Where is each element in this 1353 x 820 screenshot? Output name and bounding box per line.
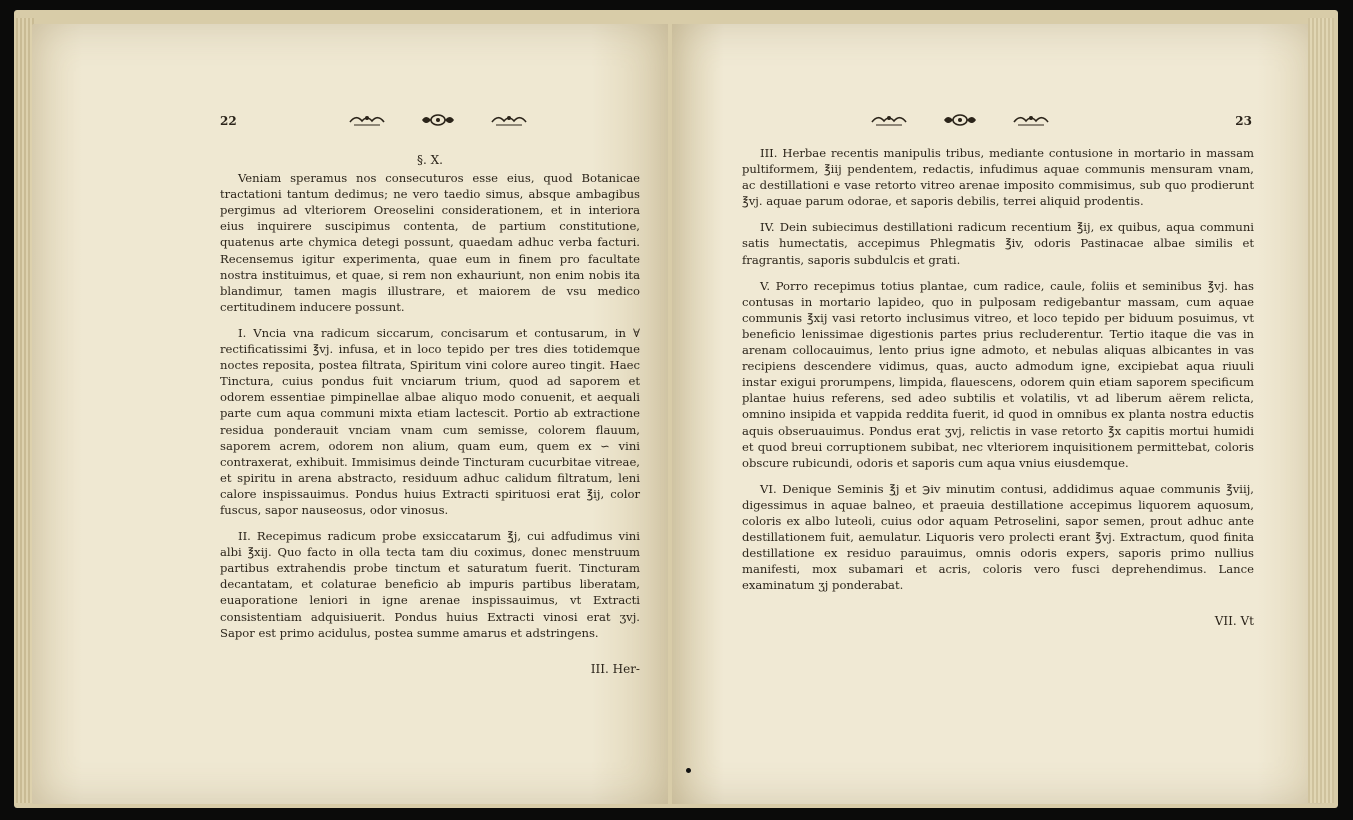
left-page [32, 24, 668, 804]
scan-speck [686, 768, 691, 773]
rosette-ornament-icon [942, 112, 978, 128]
book-spread [14, 10, 1338, 808]
section-heading: §. X. [417, 153, 443, 167]
paragraph: V. Porro recepimus totius plantae, cum radice, caule, foliis et seminibus ℥vj. has contusas in mortario lapideo, quo in pulposam redigebantur massam, cum aquae communis ℥xij vasi retorto inclusimus vitreo, et loco tepido per biduum posuimus, vt beneficio lenissimae digestionis partes prius recluderentur. Tertio itaque die vas in arenam collocauimus, lento prius igne admoto, et nebulas aliquas albicantes in vas recipiens descendere vidimus, quas, aucto admodum igne, excipiebat aqua riuuli instar exigui prorumpens, limpida, flauescens, odorem quin etiam saporem specificum plantae huius referens, sed adeo subtilis et volatilis, vt ad liberum aërem relicta, omnino insipida et vappida reddita fuerit, id quod in omnibus ex planta nostra eductis aquis obseruauimus. Pondus erat ʒvj, relictis in vase retorto ℥x capitis mortui humidi et quod breui corruptionem subibat, nec vlteriorem inquisitionem permittebat, coloris obscure rubicundi, odoris et saporis cum aqua vnius eiusdemque. [742, 278, 1254, 470]
catchword: VII. Vt [1214, 614, 1254, 629]
right-page-text [742, 145, 1254, 630]
floral-ornament-icon [348, 112, 386, 128]
page-number: 23 [1235, 114, 1252, 128]
header-ornaments [870, 112, 1050, 128]
paragraph: IV. Dein subiecimus destillationi radicum recentium ℥ij, ex quibus, aqua communi satis humectatis, accepimus Phlegmatis ℥iv, odoris Pastinacae albae similis et fragrantis, saporis subdulcis et grati. [742, 220, 1254, 267]
rosette-ornament-icon [420, 112, 456, 128]
paragraph: Veniam speramus nos consecuturos esse eius, quod Botanicae tractationi tantum dedimus; ne vero taedio simus, absque ambagibus pergimus ad vlteriorem Oreoselini considerationem, et in interiora eius inquirere suscipimus contenta, de partium constitutione, quatenus arte chymica detegi possunt, quaedam adhuc verba facturi. Recensemus igitur experimenta, quae eum in finem pro facultate nostra instituimus, et quae, si rem non exhauriunt, non enim nobis ita blandimur, tamen magis illustrare, et maiorem de vsu medico certitudinem inducere possunt. [220, 171, 640, 314]
paragraph: III. Herbae recentis manipulis tribus, mediante contusione in mortario in massam pultiformem, ℥iij pendentem, redactis, infudimus aquae communis mensuram vnam, ac destillationi e vase retorto vitreo arenae imposito commisimus, sub quo prodierunt ℥vj. aquae parum odorae, et saporis debilis, terrei aliquid prodentis. [742, 146, 1254, 209]
right-page-edges [1308, 18, 1334, 803]
page-number: 22 [220, 114, 237, 128]
right-page [672, 24, 1322, 804]
left-page-header [220, 112, 640, 134]
floral-ornament-icon [1012, 112, 1050, 128]
paragraph: I. Vncia vna radicum siccarum, concisarum et contusarum, in ∀ rectificatissimi ℥vj. infusa, et in loco tepido per tres dies totidemque noctes reposita, postea filtrata, Spiritum vini colore aureo tingit. Haec Tinctura, cuius pondus fuit vnciarum trium, quod ad saporem et odorem essentiae pimpinellae albae aliquo modo conuenit, et aequali parte cum aqua communi mixta etiam lactescit. Portio ab extractione residua ponderauit vnciam vnam cum semisse, colorem flauum, saporem acrem, odorem non alium, quam eum, quem ex ∽ vini contraxerat, exhibuit. Immisimus deinde Tincturam cucurbitae vitreae, et spiritu in arena abstracto, residuum adhuc calidum filtratum, leni calore inspissauimus. Pondus huius Extracti spirituosi erat ℥ij, color fuscus, sapor nauseosus, odor vinosus. [220, 325, 640, 517]
floral-ornament-icon [490, 112, 528, 128]
right-page-header [742, 112, 1252, 134]
catchword: III. Her- [590, 661, 640, 676]
paragraph: VI. Denique Seminis ℥j et ℈iv minutim contusi, addidimus aquae communis ℥viij, digessimus in aquae balneo, et praeuia destillatione accepimus liquorem aquosum, coloris ex albo luteoli, cuius odor aquam Petroselini, sapor semen, prout adhuc ante destillationem fuit, aemulatur. Liquoris vero prolecti erant ℥vj. Extractum, quod finita destillatione ex residuo parauimus, omnis odoris expers, saporis primo nullius manifesti, mox subamari et acris, coloris vero fusci deprehendimus. Lance examinatum ʒj ponderabat. [742, 481, 1254, 593]
floral-ornament-icon [870, 112, 908, 128]
paragraph: II. Recepimus radicum probe exsiccatarum ℥j, cui adfudimus vini albi ℥xij. Quo facto in olla tecta tam diu coximus, donec menstruum partibus extrahendis probe tinctum et saturatum fuerit. Tincturam decantatam, et colaturae beneficio ab impuris partibus liberatam, euaporatione leniori in igne arenae inspissauimus, vt Extracti consistentiam adquisiuerit. Pondus huius Extracti vinosi erat ʒvj. Sapor est primo acidulus, postea summe amarus et adstringens. [220, 529, 640, 640]
left-page-text [220, 152, 640, 677]
header-ornaments [348, 112, 528, 128]
